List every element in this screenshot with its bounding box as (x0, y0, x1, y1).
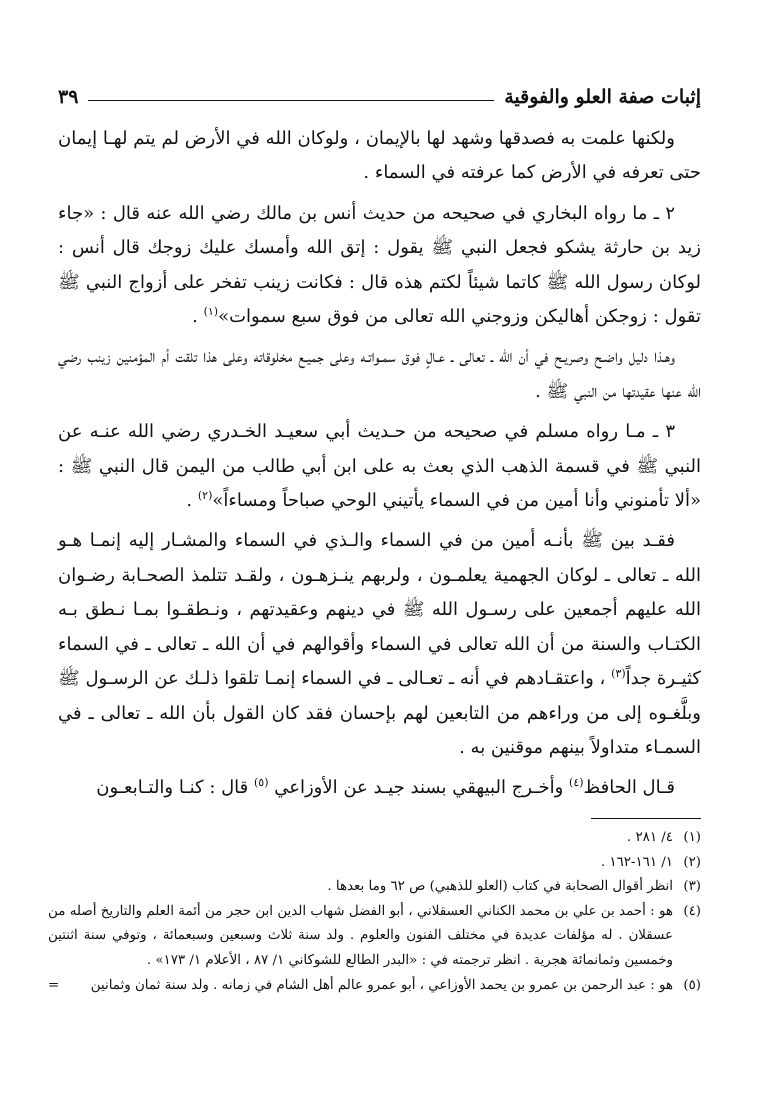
running-title: إثبات صفة العلو والفوقية (504, 86, 701, 108)
paragraph: ولكنها علمت به فصدقها وشهد لها بالإيمان ، ولوكان الله في الأرض لم يتم لهـا إيمان حتى تعرفه في الأرض كما عرفته في السماء . (58, 128, 701, 184)
paragraph: ٣ ـ مـا رواه مسلم في صحيحه من حـديث أبي سعيـد الخـدري رضي الله عنـه عن النبي ﷺ في قسمة الذهب الذي بعث به على ابن أبي طالب من اليمن قال النبي ﷺ : «ألا تأمنوني وأنا أمين من في السماء يأتيني الوحي صباحاً ومساءاً»$^{(٢)}$ . (58, 421, 701, 512)
footnote-number: (٤) (683, 903, 701, 919)
paragraph: قـال الحافظ$^{(٤)}$ وأخـرج البيهقي بسند جيـد عن الأوزاعي $^{(٥)}$ قال : كنـا والتـابعـون (96, 776, 675, 799)
paragraph: وهـذا دليل واضـح وصريـح في أن الله ـ تعالى ـ عـالٍ فوق سمـواتـه وعلى جميـع مخلوقاته وعلى هذا تلقت أم المؤمنين زينب رضي الله عنها عقيدتها من النبي ﷺ . (58, 346, 701, 402)
page-number: ٣٩ (58, 86, 79, 108)
footnote-marker[interactable]: (٤) (569, 776, 584, 790)
footnote-marker[interactable]: (٥) (254, 776, 269, 790)
body-text (58, 122, 701, 812)
continuation-mark: = (48, 977, 60, 993)
footnote-marker[interactable]: (٣) (611, 667, 626, 681)
footnote (48, 826, 701, 851)
footnote (48, 900, 701, 974)
footnote-text: ١/ ١٦١-١٦٢ . (600, 854, 673, 870)
paragraph: فقـد بين ﷺ بأنـه أمين من في السماء والـذي في السماء والمشـار إليه إنمـا هـو الله ـ تعالى ـ لوكان الجهمية يعلمـون ، ولربهم ينـزهـون ، ولقـد تتلمذ الصحـابة رضـوان الله عليهم أجمعين على رسـول الله ﷺ في دينهم وعقيدتهم ، ونـطقـوا بمـا نـطق بـه الكتـاب والسنة من أن الله تعالى في السماء وأقوالهم في أن الله ـ تعالى ـ في السماء كثيـرة جداً$^{(٣)}$ ، واعتقـادهم في أنه ـ تعـالى ـ في السماء إنمـا تلقوا ذلـك عن الرسـول ﷺ وبلَّغـوه إلى من وراءهم من التابعين لهم بإحسان فقد كان القول بأن الله ـ تعالى ـ في السمـاء متداولاً بينهم موقنين به . (58, 530, 702, 758)
footnote-marker[interactable]: (١) (203, 305, 219, 319)
running-header (58, 82, 701, 112)
footnote-marker[interactable]: (٢) (197, 489, 213, 503)
footnote (48, 851, 701, 876)
footnote-number: (١) (683, 830, 701, 845)
footnote-number: (٥) (683, 977, 701, 993)
footnote-text: هو : عبد الرحمن بن عمرو بن يحمد الأوزاعي ، أبو عمرو عالم أهل الشام في زمانه . ولد سنة ثمان وثمانين (90, 977, 673, 993)
footnote-text: ٤/ ٢٨١ . (626, 830, 673, 845)
footnote (48, 974, 701, 999)
paragraph: ٢ ـ ما رواه البخاري في صحيحه من حديث أنس بن مالك رضي الله عنه قال : «جاء زيد بن حارثة يشكو فجعل النبي ﷺ يقول : إتق الله وأمسك عليك زوجك قال أنس : لوكان رسول الله ﷺ كاتما شيئاً لكتم هذه قال : فكانت زينب تفخر على أزواج النبي ﷺ تقول : زوجكن أهاليكن وزوجني الله تعالى من فوق سبع سموات»$^{(١)}$ . (58, 202, 701, 328)
footnote-number: (٢) (683, 854, 701, 870)
footnotes (48, 826, 701, 998)
footnote-text: انظر أقوال الصحابة في كتاب (العلو للذهبي) ص ٦٢ وما بعدها . (327, 879, 673, 895)
footnote-text: هو : أحمد بن علي بن محمد الكناني العسقلاني ، أبو الفضل شهاب الدين ابن حجر من أئمة العلم والتاريخ أصله من عسقلان . له مؤلفات عديدة في مختلف الفنون والعلوم . ولد سنة ثلاث وسبعين وسبعمائة ، وتوفي سنة اثنتين وخمسين وثمانمائة هجرية . انظر ترجمته في : «البدر الطالع للشوكاني ١/ ٨٧ ، الأعلام ١/ ١٧٣» . (48, 903, 673, 968)
footnote-rule (591, 818, 701, 819)
header-rule (88, 100, 494, 101)
footnote (48, 875, 701, 900)
footnote-number: (٣) (683, 879, 701, 895)
